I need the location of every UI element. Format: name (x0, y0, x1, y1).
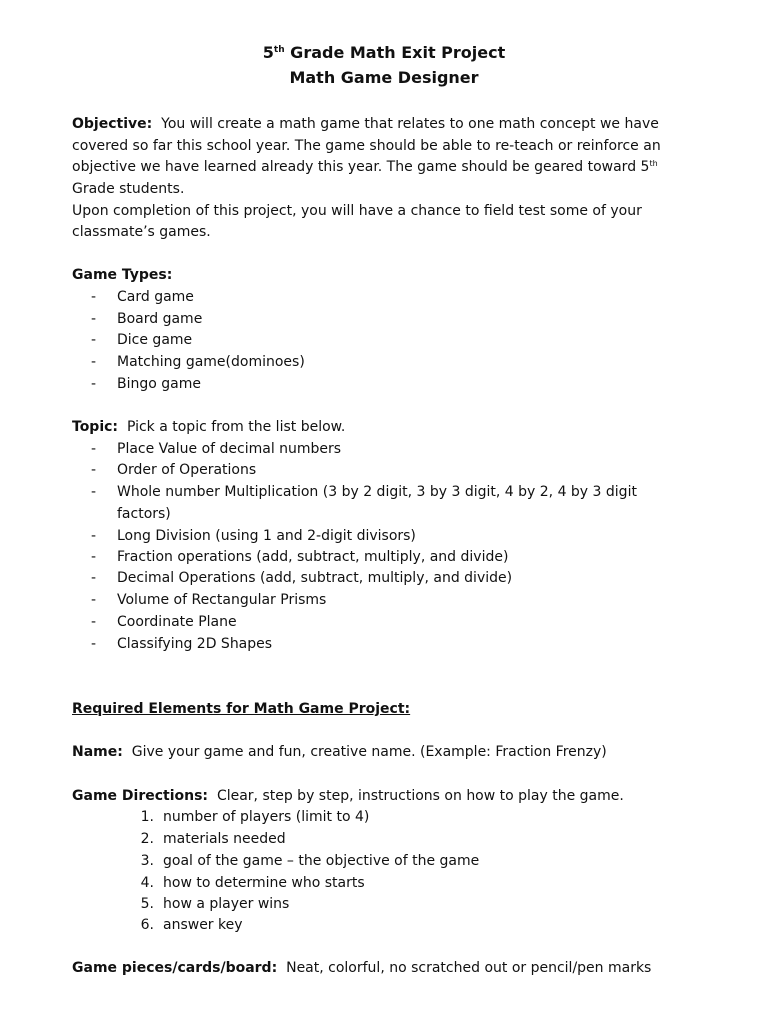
list-bullet: - (91, 289, 97, 305)
game-type-item: Bingo game (117, 376, 201, 392)
list-bullet: - (91, 592, 97, 608)
directions-label: Game Directions: (72, 788, 209, 804)
objective-line-2: covered so far this school year. The game should be able to re-teach or reinforce an (72, 138, 661, 154)
list-number: 5. (140, 896, 154, 912)
topic-item: Fraction operations (add, subtract, multiply, and divide) (117, 549, 509, 565)
directions-item: materials needed (163, 831, 286, 847)
game-types-heading: Game Types: (72, 267, 173, 283)
directions-item: how a player wins (163, 896, 290, 912)
list-bullet: - (91, 636, 97, 652)
objective-line-1: Objective: You will create a math game that relates to one math concept we have (72, 116, 659, 132)
objective-line-5: Upon completion of this project, you will have a chance to field test some of your (72, 203, 642, 219)
directions-heading: Game Directions: Clear, step by step, instructions on how to play the game. (72, 788, 624, 804)
objective-superscript: th (649, 159, 658, 168)
list-bullet: - (91, 528, 97, 544)
topic-item: Coordinate Plane (117, 614, 237, 630)
required-elements-heading: Required Elements for Math Game Project: (72, 701, 411, 717)
list-bullet: - (91, 570, 97, 586)
objective-line-6: classmate’s games. (72, 224, 211, 240)
topic-item: Volume of Rectangular Prisms (117, 592, 327, 608)
document-title (0, 42, 768, 64)
directions-item: how to determine who starts (163, 875, 365, 891)
topic-label: Topic: (72, 419, 119, 435)
directions-item: answer key (163, 917, 243, 933)
objective-line-3: objective we have learned already this year. The game should be geared toward 5th (72, 159, 658, 175)
name-label: Name: (72, 744, 123, 760)
list-number: 3. (140, 853, 154, 869)
objective-label: Objective: (72, 116, 153, 132)
list-bullet: - (91, 462, 97, 478)
topic-item: Long Division (using 1 and 2-digit divisors) (117, 528, 416, 544)
list-bullet: - (91, 376, 97, 392)
list-bullet: - (91, 484, 97, 500)
grade-number: 5 (262, 43, 274, 62)
directions-item: number of players (limit to 4) (163, 809, 370, 825)
game-type-item: Dice game (117, 332, 193, 348)
name-section: Name: Give your game and fun, creative name. (Example: Fraction Frenzy) (72, 744, 607, 760)
game-type-item: Board game (117, 311, 203, 327)
topic-heading: Topic: Pick a topic from the list below. (72, 419, 346, 435)
topic-item: Classifying 2D Shapes (117, 636, 273, 652)
game-type-item: Matching game(dominoes) (117, 354, 305, 370)
list-bullet: - (91, 332, 97, 348)
title-line-1: Grade Math Exit Project (284, 43, 506, 62)
game-pieces-label: Game pieces/cards/board: (72, 960, 278, 976)
game-type-item: Card game (117, 289, 194, 305)
list-number: 1. (140, 809, 154, 825)
list-bullet: - (91, 614, 97, 630)
topic-item: Order of Operations (117, 462, 257, 478)
directions-item: goal of the game – the objective of the game (163, 853, 480, 869)
topic-item: Decimal Operations (add, subtract, multiply, and divide) (117, 570, 513, 586)
list-number: 4. (140, 875, 154, 891)
list-bullet: - (91, 441, 97, 457)
list-bullet: - (91, 354, 97, 370)
topic-item: Place Value of decimal numbers (117, 441, 342, 457)
list-bullet: - (91, 549, 97, 565)
list-number: 2. (140, 831, 154, 847)
topic-item: Whole number Multiplication (3 by 2 digit, 3 by 3 digit, 4 by 2, 4 by 3 digit (117, 484, 637, 500)
document-subtitle: Math Game Designer (289, 68, 479, 87)
game-pieces-section: Game pieces/cards/board: Neat, colorful, no scratched out or pencil/pen marks (72, 960, 652, 976)
list-bullet: - (91, 311, 97, 327)
list-number: 6. (140, 917, 154, 933)
topic-item-continued: factors) (117, 506, 171, 522)
objective-line-4: Grade students. (72, 181, 185, 197)
grade-superscript: th (273, 45, 285, 55)
